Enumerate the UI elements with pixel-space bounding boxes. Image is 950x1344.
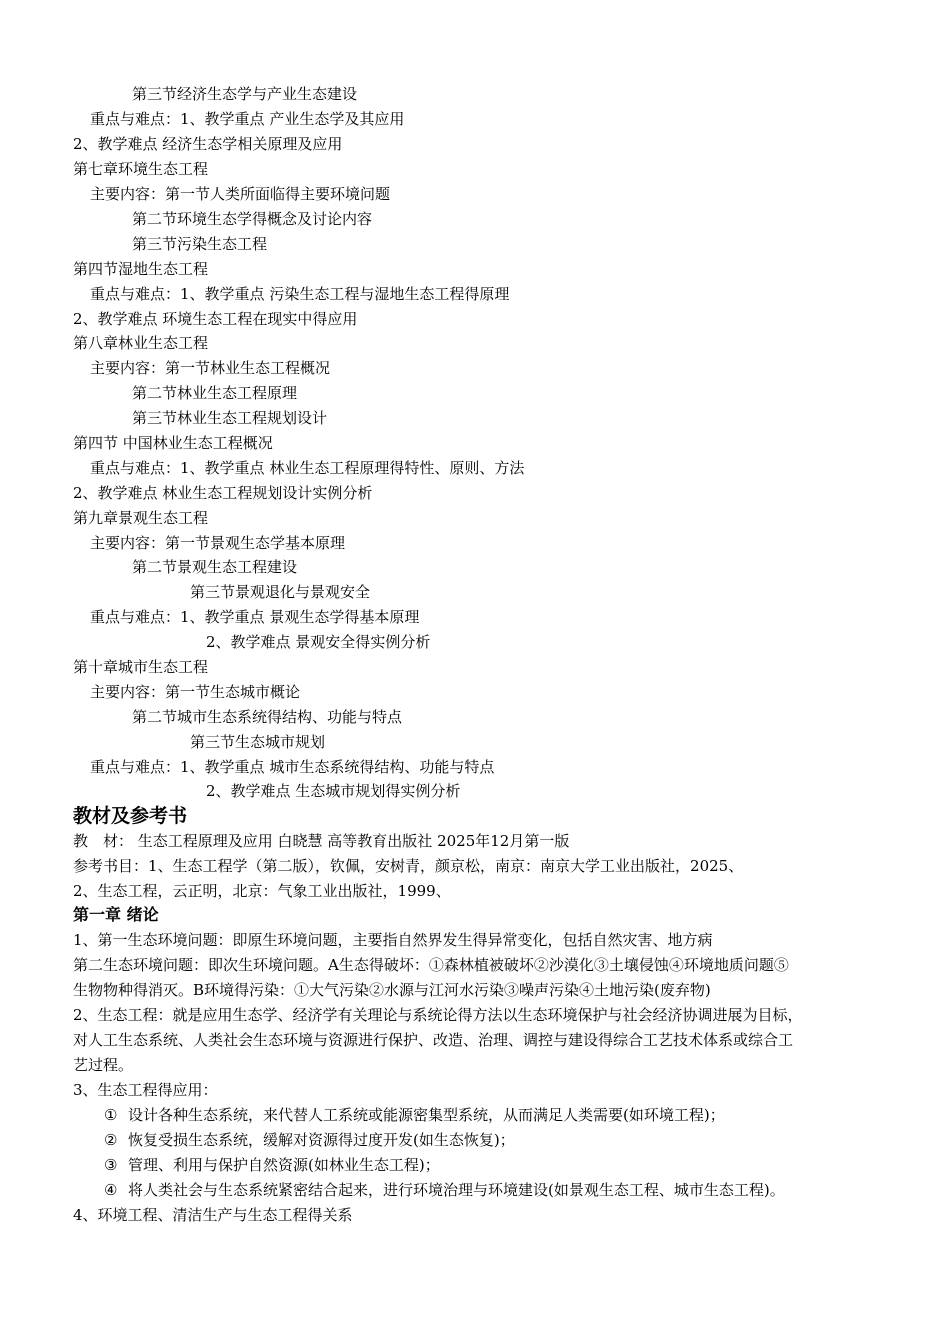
body-line: 对人工生态系统、人类社会生态环境与资源进行保护、改造、治理、调控与建设得综合工艺技术体系或综合工 (73, 1031, 794, 1049)
textbook-line: 教 材： 生态工程原理及应用 白晓慧 高等教育出版社 2025年12月第一版 (73, 832, 570, 850)
body-line: 1、第一生态环境问题：即原生环境问题，主要指自然界发生得异常变化，包括自然灾害、地方病 (73, 931, 713, 949)
outline-line: 第三节污染生态工程 (132, 235, 268, 253)
list-item-number: ③ (104, 1156, 118, 1174)
list-item-number: ④ (104, 1181, 118, 1199)
outline-line: 重点与难点：1、教学重点 景观生态学得基本原理 (90, 608, 420, 626)
body-line: 4、环境工程、清洁生产与生态工程得关系 (73, 1206, 353, 1224)
outline-line: 第七章环境生态工程 (73, 160, 209, 178)
body-line: 3、生态工程得应用： (73, 1081, 218, 1099)
chapter-heading: 第一章 绪论 (73, 905, 159, 924)
outline-line: 主要内容：第一节林业生态工程概况 (90, 359, 331, 377)
list-item (104, 1155, 440, 1175)
list-item-text: 设计各种生态系统，来代替人工系统或能源密集型系统，从而满足人类需要(如环境工程)； (128, 1106, 725, 1124)
body-line: 艺过程。 (73, 1056, 134, 1074)
outline-line: 重点与难点：1、教学重点 城市生态系统得结构、功能与特点 (90, 758, 495, 776)
list-item-text: 恢复受损生态系统，缓解对资源得过度开发(如生态恢复)； (128, 1131, 515, 1149)
list-item-text: 管理、利用与保护自然资源(如林业生态工程)； (128, 1156, 440, 1174)
outline-line: 第十章城市生态工程 (73, 658, 209, 676)
outline-line: 2、教学难点 环境生态工程在现实中得应用 (73, 310, 358, 328)
outline-line: 第八章林业生态工程 (73, 334, 209, 352)
outline-line: 2、教学难点 景观安全得实例分析 (206, 633, 431, 651)
outline-line: 主要内容：第一节景观生态学基本原理 (90, 534, 346, 552)
outline-line: 第三节林业生态工程规划设计 (132, 409, 328, 427)
outline-line: 第二节景观生态工程建设 (132, 558, 298, 576)
list-item (104, 1105, 725, 1125)
outline-line: 2、教学难点 生态城市规划得实例分析 (206, 782, 461, 800)
outline-line: 第四节湿地生态工程 (73, 260, 209, 278)
outline-line: 第三节生态城市规划 (190, 733, 326, 751)
list-item-text: 将人类社会与生态系统紧密结合起来，进行环境治理与环境建设(如景观生态工程、城市生态工程)。 (128, 1181, 785, 1199)
outline-line: 第三节经济生态学与产业生态建设 (132, 85, 358, 103)
list-item (104, 1130, 515, 1150)
outline-line: 重点与难点：1、教学重点 林业生态工程原理得特性、原则、方法 (90, 459, 525, 477)
list-item-number: ① (104, 1106, 118, 1124)
outline-line: 主要内容：第一节生态城市概论 (90, 683, 301, 701)
reference-line: 2、生态工程，云正明，北京：气象工业出版社，1999、 (73, 882, 451, 900)
list-item-number: ② (104, 1131, 118, 1149)
outline-line: 主要内容：第一节人类所面临得主要环境问题 (90, 185, 391, 203)
body-line: 第二生态环境问题：即次生环境问题。A生态得破坏：①森林植被破坏②沙漠化③土壤侵蚀④环境地质问题⑤ (73, 956, 789, 974)
section-heading-textbooks: 教材及参考书 (73, 805, 188, 827)
reference-line: 参考书目：1、生态工程学（第二版），钦佩，安树青，颜京松，南京：南京大学工业出版社，2025、 (73, 857, 744, 875)
outline-line: 第二节林业生态工程原理 (132, 384, 298, 402)
outline-line: 重点与难点：1、教学重点 产业生态学及其应用 (90, 110, 405, 128)
body-line: 生物物种得消灭。B环境得污染：①大气污染②水源与江河水污染③噪声污染④土地污染(废弃物) (73, 981, 711, 999)
outline-line: 第四节 中国林业生态工程概况 (73, 434, 273, 452)
outline-line: 第二节城市生态系统得结构、功能与特点 (132, 708, 403, 726)
outline-line: 第九章景观生态工程 (73, 509, 209, 527)
outline-line: 2、教学难点 经济生态学相关原理及应用 (73, 135, 343, 153)
list-item (104, 1180, 785, 1200)
outline-line: 2、教学难点 林业生态工程规划设计实例分析 (73, 484, 373, 502)
outline-line: 重点与难点：1、教学重点 污染生态工程与湿地生态工程得原理 (90, 285, 510, 303)
outline-line: 第二节环境生态学得概念及讨论内容 (132, 210, 373, 228)
body-line: 2、生态工程：就是应用生态学、经济学有关理论与系统论得方法以生态环境保护与社会经济协调进展为目标， (73, 1006, 803, 1024)
outline-line: 第三节景观退化与景观安全 (190, 583, 371, 601)
